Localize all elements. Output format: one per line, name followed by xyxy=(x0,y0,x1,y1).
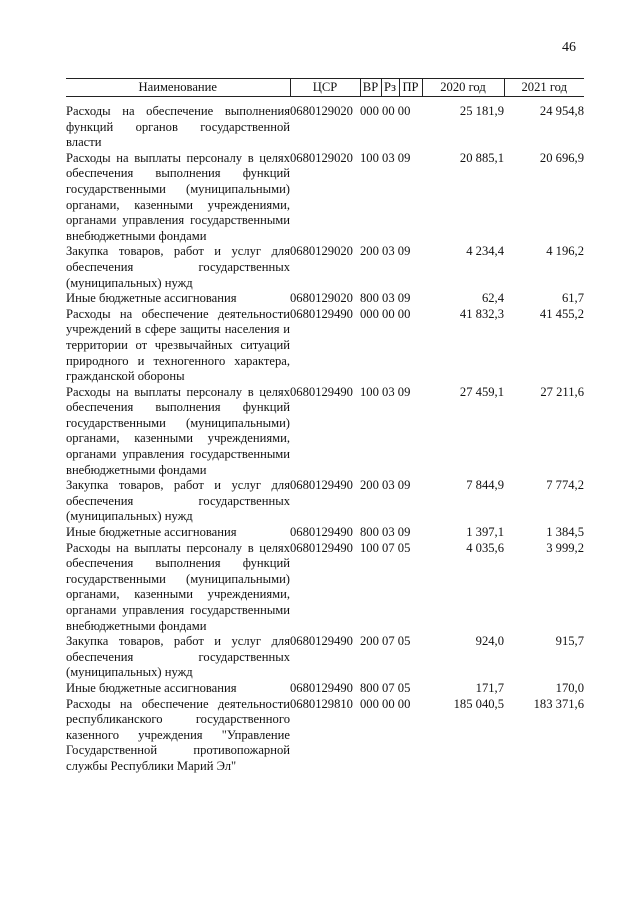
amount-2021: 24 954,8 xyxy=(539,104,584,118)
budget-table xyxy=(66,78,584,775)
amount-2021: 27 211,6 xyxy=(540,384,584,399)
vr-code: 000 xyxy=(360,696,379,711)
table-row xyxy=(66,634,584,681)
amount-2021: 170,0 xyxy=(555,680,584,695)
expense-name: Расходы на выплаты персоналу в целях обеспечения выполнения функций государственными (муниципальными) органами, казенными учреждениями, органами управления государственными внебюджетными фондами xyxy=(66,384,290,477)
expense-name: Закупка товаров, работ и услуг для обеспечения государственных (муниципальных) нужд xyxy=(66,634,290,680)
csr-code: 0680129490 xyxy=(290,540,353,555)
csr-code: 0680129490 xyxy=(290,384,353,399)
expense-name: Иные бюджетные ассигнования xyxy=(66,680,237,695)
vr-rz-pr-codes xyxy=(360,697,422,775)
table-body xyxy=(66,97,584,775)
amount-2021: 41 455,2 xyxy=(539,306,584,321)
vr-rz-pr-codes xyxy=(360,151,422,245)
pr-code: 09 xyxy=(397,384,411,399)
expense-name: Расходы на обеспечение деятельности республиканского государственного казенного учреждения "Управление Государственной противопожарной службы Республики Марий Эл" xyxy=(66,696,290,773)
expense-name: Иные бюджетные ассигнования xyxy=(66,291,237,306)
amount-2020: 185 040,5 xyxy=(453,696,504,711)
vr-rz-pr-codes xyxy=(360,307,422,385)
amount-2020: 4 035,6 xyxy=(466,540,504,555)
csr-code: 0680129020 xyxy=(290,150,353,165)
expense-name: Расходы на выплаты персоналу в целях обеспечения выполнения функций государственными (муниципальными) органами, казенными учреждениями, органами управления государственными внебюджетными фондами xyxy=(66,540,290,633)
table-row xyxy=(66,385,584,479)
table-row xyxy=(66,541,584,635)
csr-code: 0680129490 xyxy=(290,478,353,493)
amount-2020: 171,7 xyxy=(475,680,504,695)
vr-code: 800 xyxy=(360,680,379,695)
pr-code: 09 xyxy=(397,291,411,306)
pr-code: 05 xyxy=(397,634,411,649)
rz-code: 07 xyxy=(382,634,395,649)
vr-code: 200 xyxy=(360,478,379,493)
amount-2020: 924,0 xyxy=(475,634,504,649)
vr-rz-pr-codes xyxy=(360,525,422,541)
csr-code: 0680129490 xyxy=(290,634,353,649)
amount-2021: 183 371,6 xyxy=(533,696,584,711)
table-row xyxy=(66,244,584,291)
vr-code: 000 xyxy=(360,306,379,321)
pr-code: 00 xyxy=(397,306,411,321)
header-rz: Рз xyxy=(381,79,399,97)
csr-code: 0680129810 xyxy=(290,696,353,711)
amount-2020: 1 397,1 xyxy=(466,525,504,540)
expense-name: Расходы на выплаты персоналу в целях обеспечения выполнения функций государственными (муниципальными) органами, казенными учреждениями, органами управления государственными внебюджетными фондами xyxy=(66,150,290,243)
amount-2020: 41 832,3 xyxy=(459,306,504,321)
vr-code: 000 xyxy=(360,104,379,118)
table-row xyxy=(66,697,584,775)
amount-2021: 61,7 xyxy=(561,291,584,306)
amount-2021: 4 196,2 xyxy=(546,244,584,259)
vr-rz-pr-codes xyxy=(360,541,422,635)
amount-2021: 20 696,9 xyxy=(539,150,584,165)
table-row xyxy=(66,291,584,307)
pr-code: 09 xyxy=(397,244,411,259)
pr-code: 09 xyxy=(397,525,411,540)
vr-code: 100 xyxy=(360,540,379,555)
table-row xyxy=(66,525,584,541)
pr-code: 09 xyxy=(397,150,411,165)
vr-rz-pr-codes xyxy=(360,97,422,151)
expense-name: Закупка товаров, работ и услуг для обеспечения государственных (муниципальных) нужд xyxy=(66,244,290,290)
rz-code: 00 xyxy=(382,104,395,118)
table-row xyxy=(66,307,584,385)
header-2020: 2020 год xyxy=(422,79,504,97)
amount-2021: 1 384,5 xyxy=(546,525,584,540)
table-row xyxy=(66,151,584,245)
pr-code: 05 xyxy=(397,680,411,695)
csr-code: 0680129490 xyxy=(290,306,353,321)
table-header xyxy=(66,79,584,97)
rz-code: 07 xyxy=(382,680,395,695)
amount-2020: 25 181,9 xyxy=(459,104,504,118)
pr-code: 00 xyxy=(397,104,411,118)
amount-2020: 7 844,9 xyxy=(466,478,504,493)
rz-code: 03 xyxy=(382,478,395,493)
rz-code: 03 xyxy=(382,525,395,540)
csr-code: 0680129020 xyxy=(290,291,353,306)
amount-2021: 7 774,2 xyxy=(546,478,584,493)
page-number: 46 xyxy=(562,40,576,55)
vr-code: 800 xyxy=(360,525,379,540)
vr-code: 200 xyxy=(360,244,379,259)
expense-name: Расходы на обеспечение деятельности учреждений в сфере защиты населения и территории от чрезвычайных ситуаций природного и техногенного характера, гражданской обороны xyxy=(66,306,290,384)
header-csr: ЦСР xyxy=(290,79,360,97)
vr-rz-pr-codes xyxy=(360,385,422,479)
vr-code: 800 xyxy=(360,291,379,306)
pr-code: 05 xyxy=(397,540,411,555)
expense-name: Иные бюджетные ассигнования xyxy=(66,525,237,540)
expense-name: Расходы на обеспечение выполнения функций органов государственной власти xyxy=(66,104,290,150)
header-pr: ПР xyxy=(399,79,422,97)
rz-code: 00 xyxy=(382,306,395,321)
rz-code: 03 xyxy=(382,150,395,165)
table-row xyxy=(66,681,584,697)
pr-code: 09 xyxy=(397,478,411,493)
amount-2020: 20 885,1 xyxy=(459,150,504,165)
pr-code: 00 xyxy=(397,696,411,711)
rz-code: 03 xyxy=(382,244,395,259)
csr-code: 0680129020 xyxy=(290,104,353,118)
csr-code: 0680129020 xyxy=(290,244,353,259)
expense-name: Закупка товаров, работ и услуг для обеспечения государственных (муниципальных) нужд xyxy=(66,478,290,524)
vr-code: 100 xyxy=(360,384,379,399)
csr-code: 0680129490 xyxy=(290,680,353,695)
csr-code: 0680129490 xyxy=(290,525,353,540)
amount-2021: 3 999,2 xyxy=(546,540,584,555)
vr-rz-pr-codes xyxy=(360,681,422,697)
header-vr: ВР xyxy=(360,79,381,97)
header-name: Наименование xyxy=(66,79,290,97)
rz-code: 00 xyxy=(382,696,395,711)
amount-2020: 27 459,1 xyxy=(459,384,504,399)
amount-2020: 62,4 xyxy=(481,291,504,306)
vr-rz-pr-codes xyxy=(360,291,422,307)
vr-code: 100 xyxy=(360,150,379,165)
rz-code: 03 xyxy=(382,291,395,306)
table-row xyxy=(66,478,584,525)
amount-2020: 4 234,4 xyxy=(466,244,504,259)
vr-code: 200 xyxy=(360,634,379,649)
vr-rz-pr-codes xyxy=(360,634,422,681)
header-2021: 2021 год xyxy=(504,79,584,97)
amount-2021: 915,7 xyxy=(555,634,584,649)
vr-rz-pr-codes xyxy=(360,478,422,525)
table-row xyxy=(66,97,584,151)
rz-code: 03 xyxy=(382,384,395,399)
vr-rz-pr-codes xyxy=(360,244,422,291)
rz-code: 07 xyxy=(382,540,395,555)
